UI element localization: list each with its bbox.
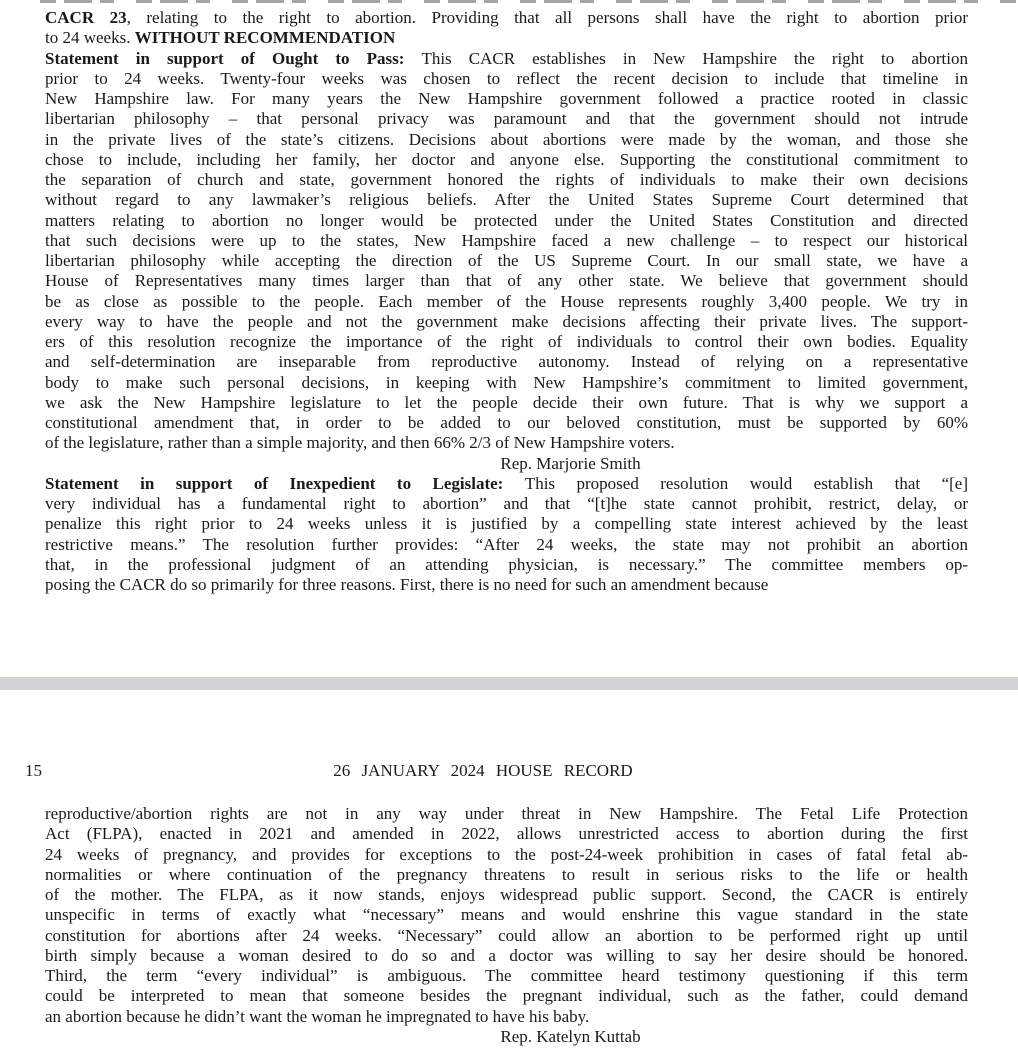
text-line xyxy=(45,211,968,231)
text-line xyxy=(45,824,968,844)
text-line xyxy=(45,89,968,109)
text-run: reproductive/abortion rights are not in any way under threat in New Hampshire. The Fetal Life Protection xyxy=(45,804,968,823)
text-run: penalize this right prior to 24 weeks unless it is justified by a compelling state interest achieved by the least xyxy=(45,514,968,534)
page1-text xyxy=(45,8,968,595)
page-break-divider xyxy=(0,677,1018,690)
text-line xyxy=(45,535,968,555)
text-line xyxy=(45,109,968,129)
text-run: libertarian philosophy – that personal privacy was paramount and that the government should not intrude xyxy=(45,109,968,129)
text-run: body to make such personal decisions, in keeping with New Hampshire’s commitment to limited government, xyxy=(45,372,968,392)
text-line xyxy=(45,28,968,48)
text-line xyxy=(45,190,968,210)
text-line xyxy=(45,413,968,433)
text-run: ers of this resolution recognize the importance of the right of individuals to control their own bodies. Equality xyxy=(45,332,968,351)
text-run: birth simply because a woman desired to do so and a doctor was willing to say her desire should be honored. xyxy=(45,945,968,965)
text-run: Act (FLPA), enacted in 2021 and amended in 2022, allows unrestricted access to abortion during the first xyxy=(45,824,968,844)
text-line xyxy=(45,292,968,312)
text-line xyxy=(45,1007,968,1027)
text-line xyxy=(45,433,968,453)
text-line xyxy=(45,514,968,534)
text-line xyxy=(45,332,968,352)
page-number: 15 xyxy=(25,761,42,780)
text-line xyxy=(45,804,968,824)
text-line xyxy=(45,865,968,885)
text-run: New Hampshire law. For many years the New Hampshire government followed a practice rooted in classic xyxy=(45,89,968,108)
text-line xyxy=(45,251,968,271)
text-run: to 24 weeks. xyxy=(45,28,135,48)
text-run: matters relating to abortion no longer would be protected under the United States Constitution and directed xyxy=(45,210,968,230)
text-line xyxy=(45,130,968,150)
text-run: This CACR establishes in New Hampshire the right to abortion xyxy=(421,48,968,68)
bold-text-run: WITHOUT RECOMMENDATION xyxy=(134,28,396,48)
text-run: that, in the professional judgment of an attending physician, is necessary.” The committee members op- xyxy=(45,554,968,574)
text-run: Rep. Marjorie Smith xyxy=(500,453,641,473)
text-run: we ask the New Hampshire legislature to let the people decide their own future. That is why we support a xyxy=(45,392,968,412)
text-line xyxy=(45,69,968,89)
text-run: be as close as possible to the people. Each member of the House represents roughly 3,400 people. We try in xyxy=(45,291,968,311)
text-line xyxy=(45,494,968,514)
bold-text-run: Statement in support of Ought to Pass: xyxy=(45,48,422,68)
text-run: prior to 24 weeks. Twenty-four weeks was chosen to reflect the recent decision to include that timeline in xyxy=(45,68,968,88)
running-header xyxy=(0,761,1018,781)
text-line xyxy=(45,946,968,966)
text-run: an abortion because he didn’t want the woman he impregnated to have his baby. xyxy=(45,1006,590,1026)
header-title: 26 JANUARY 2024 HOUSE RECORD xyxy=(333,761,633,780)
text-run: Third, the term “every individual” is ambiguous. The committee heard testimony questioning if this term xyxy=(45,966,968,985)
text-run: constitutional amendment that, in order to be added to our beloved constitution, must be supported by 60% xyxy=(45,413,968,432)
text-run: in the private lives of the state’s citizens. Decisions about abortions were made by the woman, and those she xyxy=(45,129,968,149)
text-line xyxy=(45,575,968,595)
text-line xyxy=(45,170,968,190)
text-line xyxy=(45,474,968,494)
text-line xyxy=(45,8,968,28)
text-run: unspecific in terms of exactly what “necessary” means and would enshrine this vague standard in the state xyxy=(45,905,968,925)
text-line xyxy=(45,454,968,474)
text-line xyxy=(45,271,968,291)
text-line xyxy=(45,885,968,905)
text-run: very individual has a fundamental right to abortion” and that “[t]he state cannot prohibit, restrict, delay, or xyxy=(45,494,968,513)
text-line xyxy=(45,352,968,372)
text-line xyxy=(45,231,968,251)
text-line xyxy=(45,312,968,332)
text-line xyxy=(45,986,968,1006)
text-run: , relating to the right to abortion. Providing that all persons shall have the right to abortion prior xyxy=(126,8,968,27)
text-run: Rep. Katelyn Kuttab xyxy=(500,1026,641,1046)
text-run: This proposed resolution would establish that “[e] xyxy=(524,473,968,493)
bold-text-run: Statement in support of Inexpedient to Legislate: xyxy=(45,473,525,493)
text-run: every way to have the people and not the government make decisions affecting their private lives. The support- xyxy=(45,311,968,331)
text-run: restrictive means.” The resolution further provides: “After 24 weeks, the state may not prohibit an abortion xyxy=(45,534,968,554)
text-run: without regard to any lawmaker’s religious beliefs. After the United States Supreme Court determined that xyxy=(45,190,968,210)
text-run: House of Representatives many times larger than that of any other state. We believe that government should xyxy=(45,271,968,291)
text-line xyxy=(45,845,968,865)
text-run: constitution for abortions after 24 weeks. “Necessary” could allow an abortion to be performed right up until xyxy=(45,925,968,945)
text-run: the separation of church and state, government honored the rights of individuals to make their own decisions xyxy=(45,170,968,189)
text-run: posing the CACR do so primarily for three reasons. First, there is no need for such an amendment because xyxy=(45,575,769,594)
text-line xyxy=(45,373,968,393)
text-run: libertarian philosophy while accepting the direction of the US Supreme Court. In our small state, we have a xyxy=(45,251,968,270)
page2-text xyxy=(45,804,968,1047)
text-line xyxy=(45,966,968,986)
clipped-text-remnant xyxy=(40,0,1018,3)
text-line xyxy=(45,1027,968,1047)
text-line xyxy=(45,905,968,925)
text-line xyxy=(45,926,968,946)
text-line xyxy=(45,150,968,170)
text-run: and self-determination are inseparable from reproductive autonomy. Instead of relying on a representative xyxy=(45,352,968,372)
bold-text-run: CACR 23 xyxy=(45,8,127,27)
text-run: normalities or where continuation of the pregnancy threatens to result in serious risks to the life or health xyxy=(45,864,968,884)
text-line xyxy=(45,393,968,413)
text-run: could be interpreted to mean that someone besides the pregnant individual, such as the father, could demand xyxy=(45,986,968,1006)
text-run: chose to include, including her family, her doctor and anyone else. Supporting the constitutional commitment to xyxy=(45,149,968,169)
text-run: that such decisions were up to the states, New Hampshire faced a new challenge – to respect our historical xyxy=(45,230,968,250)
text-run: of the mother. The FLPA, as it now stands, enjoys widespread public support. Second, the CACR is entirely xyxy=(45,885,968,904)
text-run: 24 weeks of pregnancy, and provides for exceptions to the post-24-week prohibition in cases of fatal fetal ab- xyxy=(45,844,968,864)
text-line xyxy=(45,49,968,69)
text-line xyxy=(45,555,968,575)
text-run: of the legislature, rather than a simple majority, and then 66% 2/3 of New Hampshire voters. xyxy=(45,433,675,453)
